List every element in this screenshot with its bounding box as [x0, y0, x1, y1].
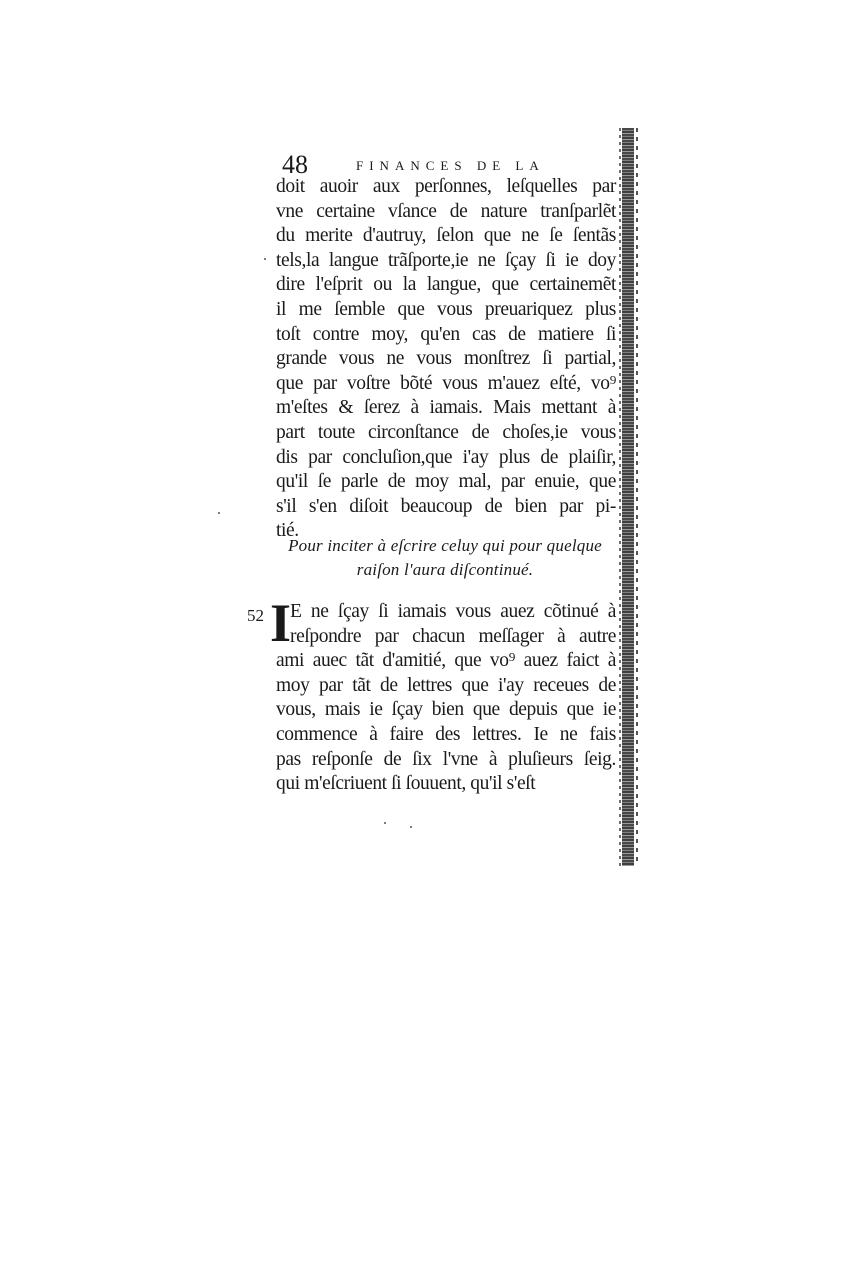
text-line: dis par concluſion,que i'ay plus de plaiſir,	[276, 446, 616, 468]
text-line: vne certaine vſance de nature tranſparlẽt	[276, 200, 616, 222]
text-line: pas reſponſe de ſix l'vne à pluſieurs ſeig.	[276, 748, 616, 770]
section-title-line: raiſon l'aura diſcontinué.	[356, 560, 534, 579]
text-line: du merite d'autruy, ſelon que ne ſe ſentãs	[276, 225, 616, 247]
text-line: dire l'eſprit ou la langue, que certainemẽt	[276, 274, 616, 296]
text-line: grande vous ne vous monſtrez ſi partial,	[276, 348, 616, 370]
text-line: doit auoir aux perſonnes, leſquelles par	[276, 176, 616, 197]
text-line: tié.	[276, 520, 299, 542]
text-line: il me ſemble que vous preuariquez plus	[276, 298, 616, 320]
scan-speck	[264, 258, 266, 260]
text-line: qui m'eſcriuent ſi ſouuent, qu'il s'eſt	[276, 773, 536, 795]
paragraph-2	[276, 600, 616, 797]
page-number: 48	[282, 150, 308, 179]
text-line: m'eſtes & ſerez à iamais. Mais mettant à	[276, 397, 616, 419]
paragraph-1	[276, 175, 616, 544]
drop-initial: I	[270, 593, 292, 653]
letter-number: 52	[247, 606, 264, 625]
text-line: ami auec tãt d'amitié, que vo⁹ auez faict à	[276, 650, 616, 672]
text-line: moy par tãt de lettres que i'ay receues de	[276, 674, 616, 696]
scan-speck	[384, 822, 386, 824]
text-line: E ne ſçay ſi iamais vous auez cõtinué à	[290, 601, 616, 622]
text-line: commence à faire des lettres. Ie ne fais	[276, 723, 616, 745]
page-gutter-edge	[622, 128, 634, 866]
section-title	[270, 534, 620, 582]
text-line: vous, mais ie ſçay bien que depuis que ie	[276, 699, 616, 721]
text-line: toſt contre moy, qu'en cas de matiere ſi	[276, 323, 616, 345]
text-line: s'il s'en diſoit beaucoup de bien par pi-	[276, 495, 616, 517]
text-line: qu'il ſe parle de moy mal, par enuie, que	[276, 471, 616, 493]
scan-speck	[410, 826, 412, 828]
text-line: reſpondre par chacun meſſager à autre	[290, 625, 616, 647]
text-line: que par voſtre bõté vous m'auez eſté, vo⁹	[276, 372, 616, 394]
text-line: part toute circonſtance de choſes,ie vous	[276, 421, 616, 443]
running-head: FINANCES DE LA	[356, 158, 545, 173]
text-line: tels,la langue trãſporte,ie ne ſçay ſi ie doy	[276, 249, 616, 271]
scan-speck	[218, 512, 220, 514]
section-title-line: Pour inciter à eſcrire celuy qui pour quelque	[288, 536, 602, 555]
